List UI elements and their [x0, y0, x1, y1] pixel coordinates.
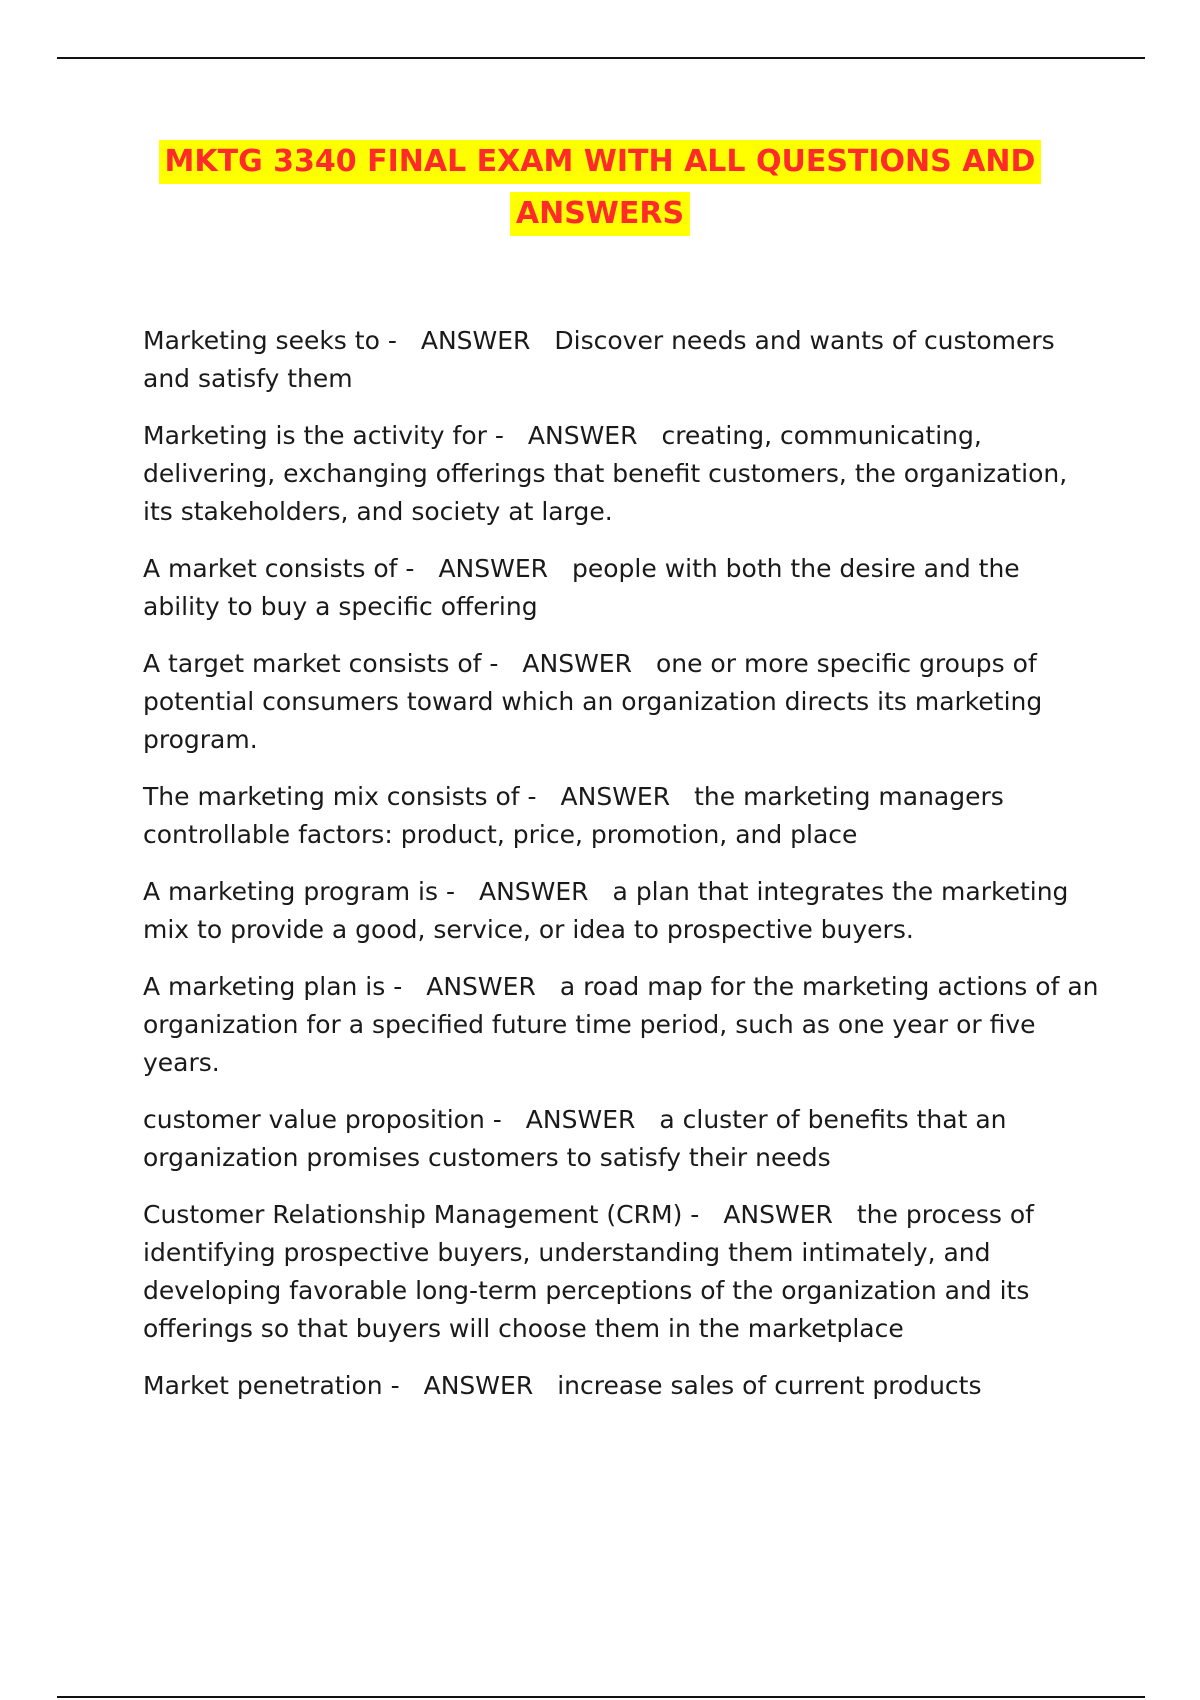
answer-text: Discover needs and wants of customers and satisfy them — [143, 326, 1063, 393]
qa-item — [143, 1367, 1103, 1405]
answer-text: one or more specific groups of potential consumers toward which an organization directs its marketing program. — [143, 649, 1051, 754]
answer-label: ANSWER — [438, 554, 548, 583]
answer-label: ANSWER — [560, 782, 671, 811]
answer-text: a road map for the marketing actions of an organization for a specified future time period, such as one year or five years. — [143, 972, 1107, 1077]
answer-label: ANSWER — [423, 1371, 534, 1400]
answer-text: a cluster of benefits that an organization promises customers to satisfy their needs — [143, 1105, 1015, 1172]
answer-text: people with both the desire and the ability to buy a specific offering — [143, 554, 1028, 621]
question-text: A marketing program is - — [143, 877, 455, 906]
question-text: Marketing is the activity for - — [143, 421, 504, 450]
question-text: A market consists of - — [143, 554, 415, 583]
answer-label: ANSWER — [478, 877, 589, 906]
question-text: Customer Relationship Management (CRM) - — [143, 1200, 700, 1229]
qa-item — [143, 645, 1103, 759]
qa-list — [143, 322, 1107, 1424]
answer-text: the marketing managers controllable factors: product, price, promotion, and place — [143, 782, 1012, 849]
answer-label: ANSWER — [522, 649, 632, 678]
top-rule — [57, 57, 1145, 59]
answer-text: a plan that integrates the marketing mix to provide a good, service, or idea to prospective buyers. — [143, 877, 1077, 944]
question-text: A marketing plan is - — [143, 972, 403, 1001]
question-text: Marketing seeks to - — [143, 326, 397, 355]
title-line-1: MKTG 3340 FINAL EXAM WITH ALL QUESTIONS AND — [159, 140, 1042, 184]
qa-item — [143, 778, 1103, 854]
qa-item — [143, 1196, 1103, 1348]
bottom-rule — [57, 1696, 1145, 1698]
page-title — [100, 140, 1100, 236]
qa-item — [143, 873, 1103, 949]
question-text: A target market consists of - — [143, 649, 499, 678]
answer-label: ANSWER — [426, 972, 536, 1001]
answer-text: creating, communicating, delivering, exchanging offerings that benefit customers, the organization, its stakeholders, and society at large. — [143, 421, 1076, 526]
answer-text: increase sales of current products — [557, 1371, 982, 1400]
answer-label: ANSWER — [527, 421, 638, 450]
qa-item — [143, 417, 1103, 531]
title-line-2: ANSWERS — [510, 192, 690, 236]
answer-label: ANSWER — [723, 1200, 833, 1229]
question-text: Market penetration - — [143, 1371, 400, 1400]
answer-label: ANSWER — [420, 326, 531, 355]
qa-item — [143, 968, 1107, 1082]
question-text: customer value proposition - — [143, 1105, 502, 1134]
qa-item — [143, 550, 1103, 626]
question-text: The marketing mix consists of - — [143, 782, 537, 811]
answer-label: ANSWER — [525, 1105, 636, 1134]
qa-item — [143, 322, 1103, 398]
qa-item — [143, 1101, 1103, 1177]
answer-text: the process of identifying prospective buyers, understanding them intimately, and developing favorable long-term perceptions of the organization and its offerings so that buyers will choose them in the marketplace — [143, 1200, 1042, 1343]
